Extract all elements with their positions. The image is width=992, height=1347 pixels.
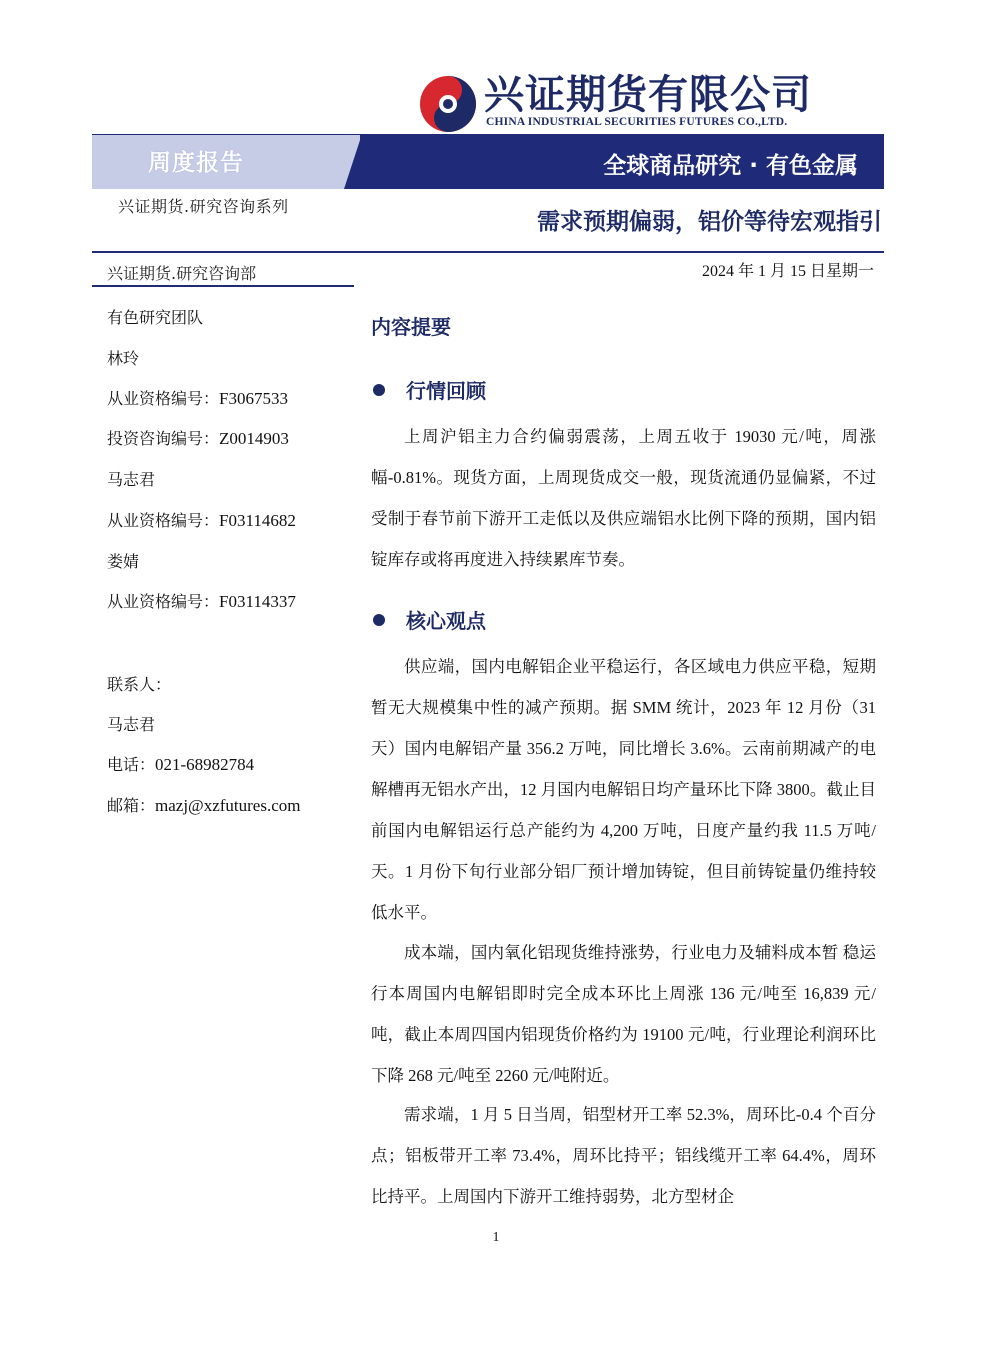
paragraph: 需求端，1 月 5 日当周，铝型材开工率 52.3%，周环比-0.4 个百分点；铝板带开工率 73.4%，周环比持平；铝线缆开工率 64.4%，周环比持平。上周国内下游开工维持弱势，北方型材企 (371, 1105, 876, 1206)
page-number: 1 (492, 1230, 500, 1245)
summary-heading: 内容提要 (371, 315, 451, 339)
phone-value[interactable]: 021-68982784 (155, 755, 255, 774)
paragraph: 供应端，国内电解铝企业平稳运行，各区域电力供应平稳，短期暂无大规模集中性的减产预期。据 SMM 统计，2023 年 12 月份（31 天）国内电解铝产量 356.2 万吨，同比增长 3.6%。云南前期减产的电解槽再无铝水产出，12 月国内电解铝日均产量环比下降 3800。截止目前国内电解铝运行总产能约为 4,200 万吨，日度产量约我 11.5 万吨/天。1 月份下旬行业部分铝厂预计增加铸锭，但目前铸锭量仍维持较低水平。 (371, 657, 876, 922)
company-name-en: CHINA INDUSTRIAL SECURITIES FUTURES CO.,LTD. (486, 116, 788, 128)
credential-value: F3067533 (219, 389, 288, 408)
analyst-name: 娄婧 (107, 552, 140, 571)
report-title: 需求预期偏弱，铝价等待宏观指引 (537, 209, 882, 235)
section-heading-text: 行情回顾 (406, 379, 486, 403)
credential-value: Z0014903 (219, 429, 289, 448)
report-category: 全球商品研究 · 有色金属 (603, 153, 858, 179)
phone-label: 电话： (107, 755, 156, 774)
contact-email (107, 793, 300, 816)
contact-phone (107, 752, 254, 775)
bullet-icon (373, 384, 385, 396)
analyst-credential (107, 589, 296, 612)
email-label: 邮箱： (107, 796, 156, 815)
credential-value: F03114682 (219, 511, 296, 530)
company-logo-icon (418, 74, 478, 134)
report-date: 2024 年 1 月 15 日星期一 (701, 263, 874, 280)
contact-name: 马志君 (107, 715, 156, 734)
analyst-credential (107, 508, 296, 531)
sidebar-divider (92, 285, 354, 287)
department-label: 兴证期货.研究咨询部 (107, 264, 257, 283)
paragraph: 成本端，国内氧化铝现货维持涨势，行业电力及辅料成本暂 稳运行本周国内电解铝即时完全成本环比上周涨 136 元/吨至 16,839 元/吨，截止本周四国内铝现货价格约为 19100 元/吨，行业理论利润环比下降 268 元/吨至 2260 元/吨附近。 (371, 943, 876, 1085)
credential-label: 从业资格编号： (107, 592, 220, 611)
company-logo (418, 72, 848, 134)
credential-label: 投资咨询编号： (107, 429, 220, 448)
contact-label: 联系人： (107, 675, 172, 694)
credential-label: 从业资格编号： (107, 511, 220, 530)
report-type: 周度报告 (148, 150, 244, 176)
title-divider (92, 251, 884, 253)
analyst-credential (107, 426, 289, 449)
analyst-name: 马志君 (107, 470, 156, 489)
report-series: 兴证期货.研究咨询系列 (118, 197, 289, 216)
team-name: 有色研究团队 (107, 308, 204, 327)
analyst-name: 林玲 (107, 349, 140, 368)
paragraph: 上周沪铝主力合约偏弱震荡，上周五收于 19030 元/吨，周涨幅-0.81%。现货方面，上周现货成交一般，现货流通仍显偏紧，不过受制于春节前下游开工走低以及供应端铝水比例下降的预期，国内铝锭库存或将再度进入持续累库节奏。 (371, 427, 876, 569)
email-link[interactable]: mazj@xzfutures.com (155, 796, 301, 815)
analyst-credential (107, 386, 288, 409)
credential-label: 从业资格编号： (107, 389, 220, 408)
credential-value: F03114337 (219, 592, 296, 611)
bullet-icon (373, 614, 385, 626)
report-banner (92, 134, 884, 189)
section-heading-text: 核心观点 (406, 609, 486, 633)
company-name-cn: 兴证期货有限公司 (484, 71, 812, 118)
